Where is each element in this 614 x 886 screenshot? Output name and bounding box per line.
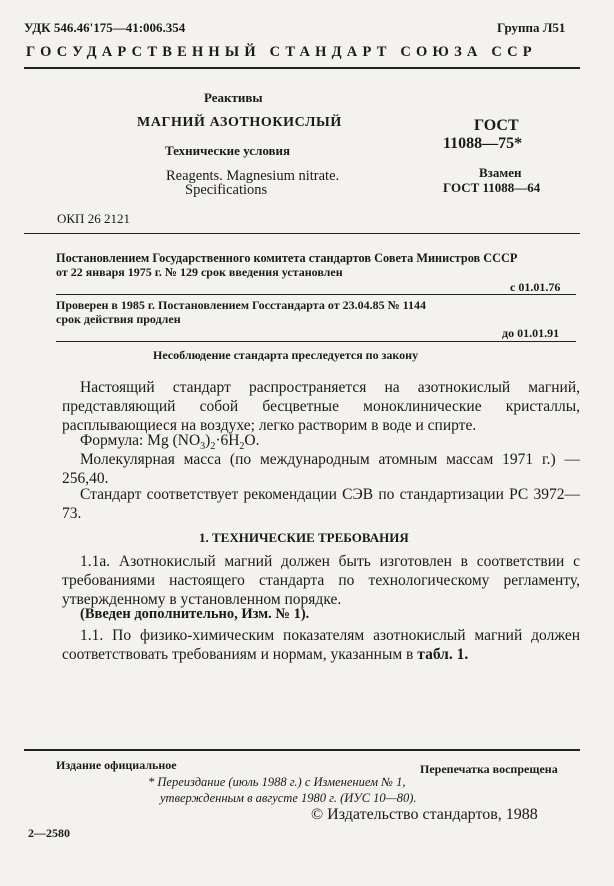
check-divider: [56, 341, 576, 342]
section-title: 1. ТЕХНИЧЕСКИЕ ТРЕБОВАНИЯ: [199, 530, 409, 545]
udk-code: УДК 546.46'175—41:006.354: [24, 20, 186, 35]
clause-1-1a: 1.1а. Азотнокислый магний должен быть изготовлен в соответствии с требованиями настоящего стандарта по технологическому регламенту, утвержденному в установленном порядке.: [62, 553, 580, 608]
decree-divider: [56, 294, 576, 295]
category-label: Реактивы: [204, 90, 263, 105]
amendment-note: (Введен дополнительно, Изм. № 1).: [80, 606, 310, 622]
check-line2: срок действия продлен: [56, 312, 181, 326]
law-notice: Несоблюдение стандарта преследуется по закону: [153, 348, 419, 362]
intro-paragraph: Настоящий стандарт распространяется на азотнокислый магний, представляющий собой бесцветные моноклинические кристаллы, расплывающиеся на воздухе; легко растворим в воде и спирте.: [62, 379, 580, 434]
extended-date: до 01.01.91: [502, 326, 560, 340]
state-standard-heading: ГОСУДАРСТВЕННЫЙ СТАНДАРТ СОЮЗА ССР: [26, 44, 537, 60]
formula-line: Формула: Mg $(NO_3)_2\cdot 6H_2O$.: [80, 432, 260, 453]
publisher-line: © Издательство стандартов, 1988: [311, 806, 538, 823]
gost-label: ГОСТ: [474, 117, 519, 134]
okp-code: ОКП 26 2121: [57, 211, 130, 226]
decree-line1: Постановлением Государственного комитета стандартов Совета Министров СССР: [56, 251, 518, 265]
official-edition: Издание официальное: [56, 758, 177, 772]
replaces-value: ГОСТ 11088—64: [443, 180, 541, 195]
decree-line2: от 22 января 1975 г. № 129 срок введения установлен: [56, 265, 343, 279]
document-title: МАГНИЙ АЗОТНОКИСЛЫЙ: [137, 115, 342, 130]
title-divider: [24, 233, 580, 234]
cmea-paragraph: Стандарт соответствует рекомендации СЭВ по стандартизации РС 3972—73.: [62, 486, 580, 522]
group-code: Группа Л51: [497, 20, 566, 35]
header-divider: [24, 67, 580, 69]
reprint-prohibited: Перепечатка воспрещена: [420, 762, 558, 776]
print-code: 2—2580: [28, 826, 70, 840]
molecular-mass-paragraph: Молекулярная масса (по международным атомным массам 1971 г.) — 256,40.: [62, 451, 580, 487]
english-title-line1: Reagents. Magnesium nitrate.: [166, 168, 340, 184]
replaces-label: Взамен: [479, 165, 522, 180]
document-subtitle: Технические условия: [165, 143, 291, 158]
english-title-line2: Specifications: [185, 182, 268, 198]
clause-1-1: 1.1. По физико-химическим показателям азотнокислый магний должен соответствовать требованиям и нормам, указанным в табл. 1.: [62, 627, 580, 663]
check-line1: Проверен в 1985 г. Постановлением Госстандарта от 23.04.85 № 1144: [56, 298, 426, 312]
reissue-note-line1: * Переиздание (июль 1988 г.) с Изменением № 1,: [148, 775, 406, 789]
gost-number: 11088—75*: [443, 135, 523, 152]
reissue-note-line2: утвержденным в августе 1980 г. (ИУС 10—80).: [160, 791, 417, 805]
footer-divider: [24, 749, 580, 751]
effective-date: с 01.01.76: [510, 280, 561, 294]
